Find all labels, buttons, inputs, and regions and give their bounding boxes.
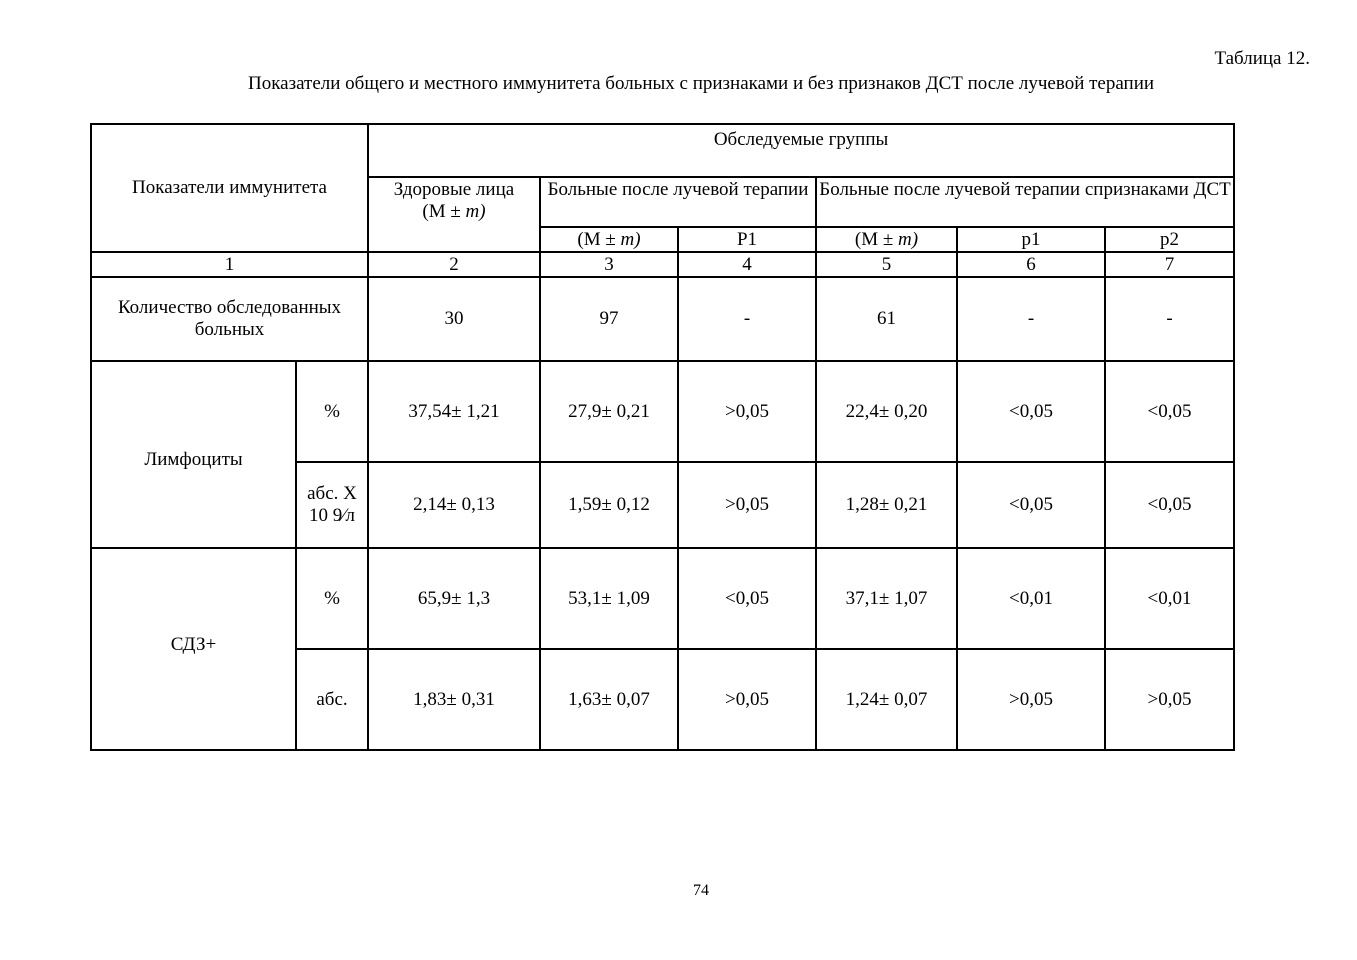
table-cell: - — [1105, 277, 1234, 361]
header-row-groups — [91, 124, 1234, 177]
unit-cell: % — [296, 361, 368, 462]
header-after-rt: Больные после лучевой терапии — [540, 177, 816, 227]
table-cell: 37,54± 1,21 — [368, 361, 540, 462]
table-cell: <0,05 — [678, 548, 816, 649]
header-stat-col5: (M ± m) — [816, 227, 957, 252]
column-numbers-row — [91, 252, 1234, 277]
column-number: 2 — [368, 252, 540, 277]
row-label-lymphocytes: Лимфоциты — [91, 361, 296, 548]
header-healthy-stat: (M ± m) — [422, 201, 486, 222]
table-title: Показатели общего и местного иммунитета больных с признаками и без признаков ДСТ после лучевой терапии — [247, 73, 1155, 94]
table-cell: 27,9± 0,21 — [540, 361, 678, 462]
table-cell: 53,1± 1,09 — [540, 548, 678, 649]
table-number-label: Таблица 12. — [1214, 48, 1310, 69]
table-row-cd3-percent — [91, 548, 1234, 649]
header-after-rt-dst: Больные после лучевой терапии спризнаками ДСТ — [816, 177, 1234, 227]
row-label-cd3: СДЗ+ — [91, 548, 296, 750]
header-indicator: Показатели иммунитета — [91, 124, 368, 252]
header-healthy — [368, 177, 540, 252]
table-cell: <0,01 — [957, 548, 1105, 649]
column-number: 7 — [1105, 252, 1234, 277]
column-number: 4 — [678, 252, 816, 277]
table-cell: >0,05 — [678, 649, 816, 750]
column-number: 5 — [816, 252, 957, 277]
immunity-table — [90, 123, 1235, 751]
header-P1: P1 — [678, 227, 816, 252]
unit-cell: абс. — [296, 649, 368, 750]
table-cell: 30 — [368, 277, 540, 361]
table-cell: <0,01 — [1105, 548, 1234, 649]
table-cell: >0,05 — [1105, 649, 1234, 750]
table-cell: 1,28± 0,21 — [816, 462, 957, 548]
table-row-lymphocytes-percent — [91, 361, 1234, 462]
table-cell: 2,14± 0,13 — [368, 462, 540, 548]
table-cell: 65,9± 1,3 — [368, 548, 540, 649]
table-cell: <0,05 — [1105, 462, 1234, 548]
table-cell: <0,05 — [957, 361, 1105, 462]
header-groups: Обследуемые группы — [368, 124, 1234, 177]
table-cell: <0,05 — [1105, 361, 1234, 462]
unit-cell: % — [296, 548, 368, 649]
table-cell: <0,05 — [957, 462, 1105, 548]
page-number: 74 — [693, 882, 709, 899]
column-number: 1 — [91, 252, 368, 277]
header-stat-col3: (M ± m) — [540, 227, 678, 252]
table-cell: >0,05 — [678, 462, 816, 548]
header-p2: p2 — [1105, 227, 1234, 252]
table-cell: 1,83± 0,31 — [368, 649, 540, 750]
column-number: 3 — [540, 252, 678, 277]
table-row-patient-count — [91, 277, 1234, 361]
table-cell: 22,4± 0,20 — [816, 361, 957, 462]
header-p1: p1 — [957, 227, 1105, 252]
header-healthy-label: Здоровые лица — [393, 179, 515, 200]
table-cell: - — [957, 277, 1105, 361]
table-cell: 37,1± 1,07 — [816, 548, 957, 649]
table-cell: >0,05 — [957, 649, 1105, 750]
table-cell: 97 — [540, 277, 678, 361]
table-cell: 61 — [816, 277, 957, 361]
row-label-patient-count: Количество обследованных больных — [91, 277, 368, 361]
table-cell: 1,59± 0,12 — [540, 462, 678, 548]
table-cell: >0,05 — [678, 361, 816, 462]
table-cell: 1,63± 0,07 — [540, 649, 678, 750]
table-cell: - — [678, 277, 816, 361]
column-number: 6 — [957, 252, 1105, 277]
table-cell: 1,24± 0,07 — [816, 649, 957, 750]
unit-cell: абс. Х 10 9⁄л — [296, 462, 368, 548]
